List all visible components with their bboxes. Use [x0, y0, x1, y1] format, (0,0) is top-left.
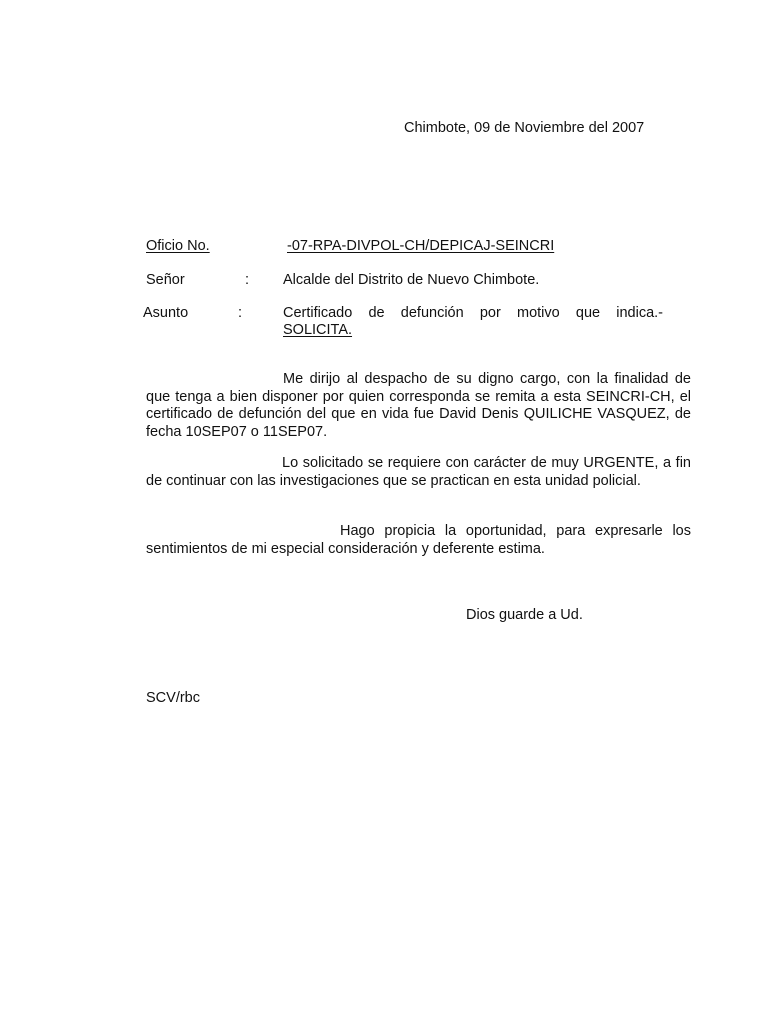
senor-value: Alcalde del Distrito de Nuevo Chimbote. [283, 272, 540, 288]
paragraph-3-text: Hago propicia la oportunidad, para expresarle los sentimientos de mi especial consideración y deferente estima. [146, 523, 691, 557]
paragraph-2 [146, 455, 691, 490]
asunto-value: Certificado de defunción por motivo que indica.- [283, 305, 663, 321]
asunto-colon: : [238, 305, 243, 321]
senor-colon: : [245, 272, 250, 288]
initials: SCV/rbc [146, 690, 200, 706]
closing: Dios guarde a Ud. [466, 607, 583, 623]
paragraph-3 [146, 523, 691, 558]
oficio-label: Oficio No. [146, 238, 210, 254]
senor-label: Señor [146, 272, 185, 288]
paragraph-1-text: Me dirijo al despacho de su digno cargo, con la finalidad de que tenga a bien disponer por quien corresponda se remita a esta SEINCRI-CH, el certificado de defunción del que en vida fue David Denis QUILICHE VASQUEZ, de fecha 10SEP07 o 11SEP07. [146, 371, 691, 440]
place-date: Chimbote, 09 de Noviembre del 2007 [404, 120, 645, 136]
oficio-number: -07-RPA-DIVPOL-CH/DEPICAJ-SEINCRI [287, 238, 555, 254]
asunto-label: Asunto [143, 305, 189, 321]
paragraph-2-text: Lo solicitado se requiere con carácter de muy URGENTE, a fin de continuar con las investigaciones que se practican en esta unidad policial. [146, 455, 691, 489]
paragraph-1 [146, 371, 691, 441]
asunto-solicita: SOLICITA. [283, 322, 353, 338]
